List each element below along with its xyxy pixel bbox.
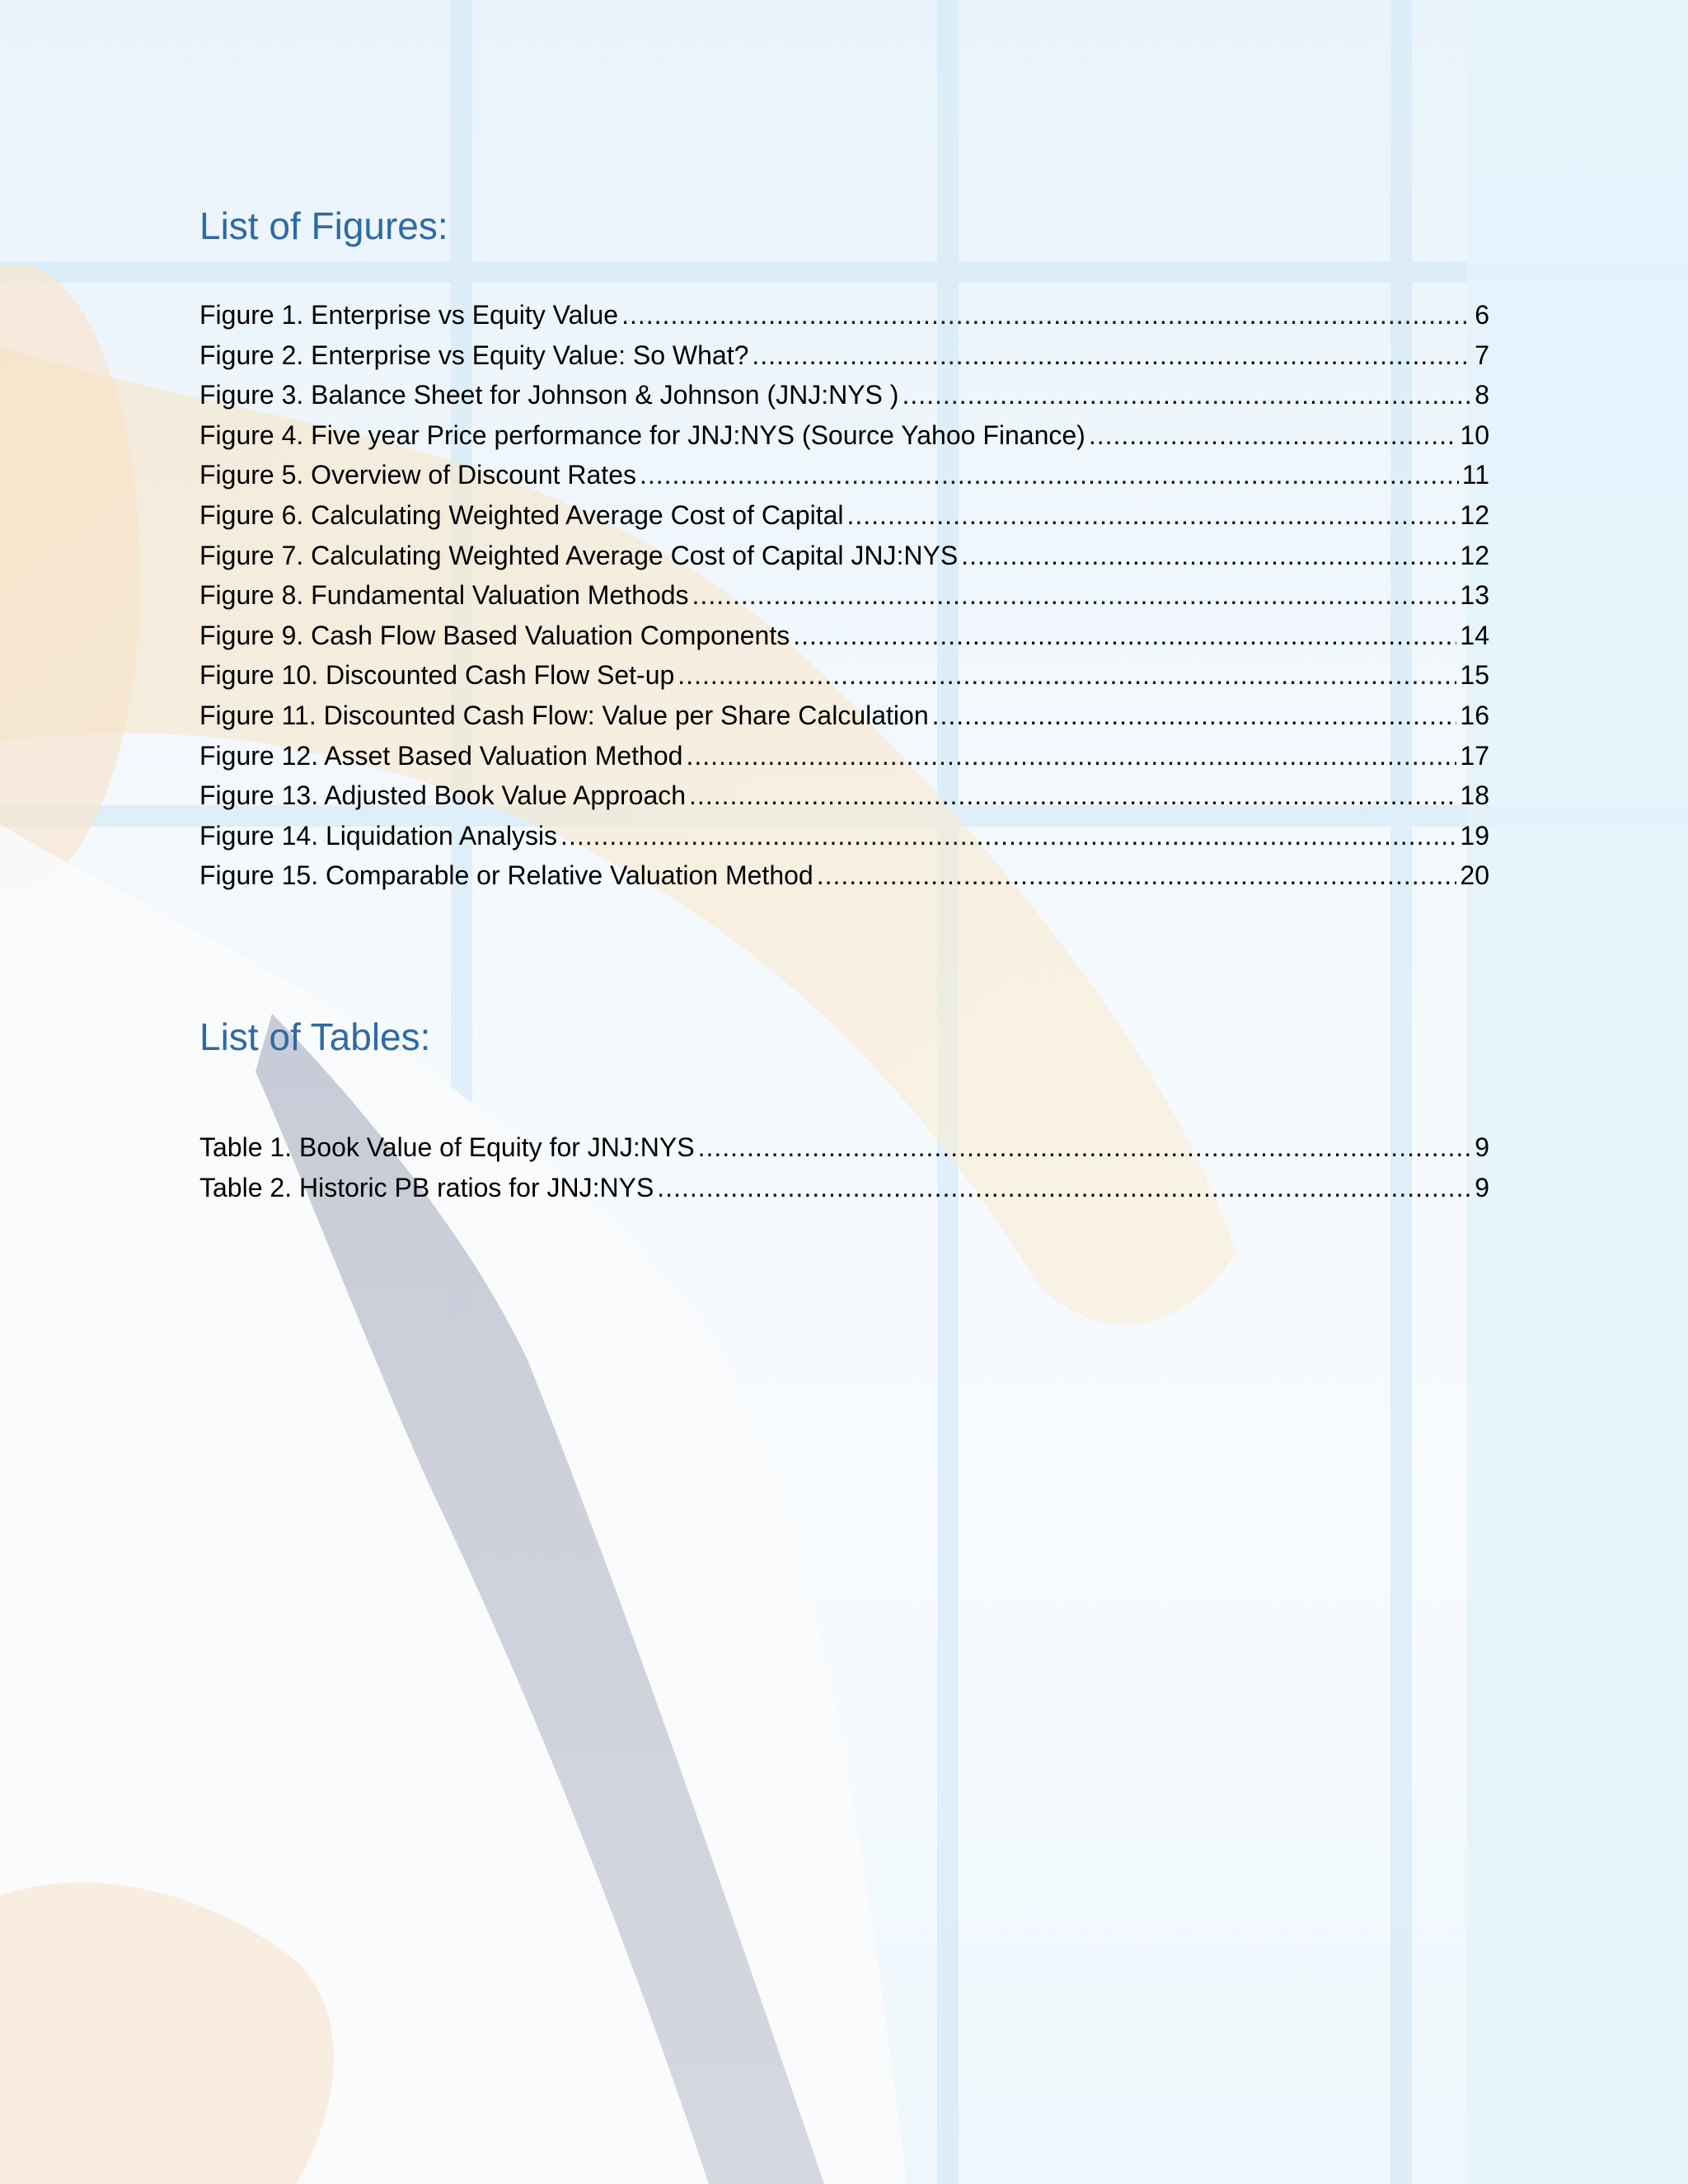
dot-leader: [692, 575, 1457, 616]
entry-title: Figure 7. Calculating Weighted Average Cost of Capital JNJ:NYS: [199, 540, 959, 570]
entry-title: Figure 14. Liquidation Analysis: [199, 820, 558, 851]
figure-entry-8[interactable]: [199, 575, 1489, 616]
figure-entry-3[interactable]: [199, 375, 1489, 415]
dot-leader: [689, 776, 1456, 816]
entry-page-number: 12: [1460, 499, 1489, 530]
entry-title: Figure 13. Adjusted Book Value Approach: [199, 780, 687, 811]
figure-entry-14[interactable]: [199, 816, 1489, 856]
dot-leader: [640, 455, 1459, 495]
entry-title: Figure 4. Five year Price performance for JNJ:NYS (Source Yahoo Finance): [199, 419, 1085, 450]
dot-leader: [1089, 415, 1457, 456]
entry-title: Table 1. Book Value of Equity for JNJ:NYS: [199, 1132, 695, 1162]
entry-title: Figure 5. Overview of Discount Rates: [199, 460, 636, 490]
entry-title: Figure 12. Asset Based Valuation Method: [199, 740, 683, 771]
entry-page-number: 10: [1460, 419, 1489, 450]
entry-title: Figure 15. Comparable or Relative Valuation Method: [199, 860, 814, 891]
figure-entry-12[interactable]: [199, 736, 1489, 776]
dot-leader: [678, 655, 1456, 696]
dot-leader: [817, 855, 1457, 896]
list-of-tables-heading: List of Tables:: [199, 1015, 431, 1058]
dot-leader: [793, 616, 1456, 656]
figure-entry-10[interactable]: [199, 655, 1489, 696]
table-entry-1[interactable]: [199, 1127, 1489, 1168]
entry-title: Figure 8. Fundamental Valuation Methods: [199, 580, 689, 611]
figure-entry-2[interactable]: [199, 335, 1489, 376]
entry-title: Figure 9. Cash Flow Based Valuation Components: [199, 620, 790, 650]
entry-title: Figure 11. Discounted Cash Flow: Value per Share Calculation: [199, 700, 929, 730]
dot-leader: [560, 816, 1456, 856]
entry-page-number: 18: [1460, 780, 1489, 811]
entry-page-number: 13: [1460, 580, 1489, 611]
figure-entry-7[interactable]: [199, 536, 1489, 576]
entry-page-number: 12: [1460, 540, 1489, 570]
figure-entry-11[interactable]: [199, 696, 1489, 736]
figure-entry-5[interactable]: [199, 455, 1489, 495]
figure-entry-6[interactable]: [199, 495, 1489, 536]
dot-leader: [686, 736, 1456, 776]
figures-list: [199, 295, 1489, 896]
list-of-figures-heading: List of Figures:: [199, 204, 448, 247]
entry-title: Figure 10. Discounted Cash Flow Set-up: [199, 660, 675, 691]
dot-leader: [752, 335, 1471, 376]
entry-page-number: 9: [1475, 1172, 1489, 1202]
entry-page-number: 8: [1475, 380, 1489, 410]
tables-list: [199, 1127, 1489, 1207]
entry-title: Figure 6. Calculating Weighted Average Cost of Capital: [199, 499, 844, 530]
entry-page-number: 19: [1460, 820, 1489, 851]
dot-leader: [902, 375, 1471, 415]
table-entry-2[interactable]: [199, 1168, 1489, 1208]
figure-entry-1[interactable]: [199, 295, 1489, 335]
entry-title: Figure 3. Balance Sheet for Johnson & Johnson (JNJ:NYS ): [199, 380, 899, 410]
figure-entry-4[interactable]: [199, 415, 1489, 456]
entry-page-number: 6: [1475, 300, 1489, 330]
dot-leader: [657, 1168, 1471, 1208]
figure-entry-13[interactable]: [199, 776, 1489, 816]
entry-page-number: 17: [1460, 740, 1489, 771]
entry-title: Figure 2. Enterprise vs Equity Value: So What?: [199, 340, 749, 370]
entry-title: Table 2. Historic PB ratios for JNJ:NYS: [199, 1172, 654, 1202]
entry-page-number: 7: [1475, 340, 1489, 370]
entry-page-number: 14: [1460, 620, 1489, 650]
entry-page-number: 11: [1461, 460, 1489, 490]
dot-leader: [932, 696, 1457, 736]
figure-entry-9[interactable]: [199, 616, 1489, 656]
entry-page-number: 20: [1460, 860, 1489, 891]
entry-page-number: 16: [1460, 700, 1489, 730]
dot-leader: [698, 1127, 1472, 1168]
dot-leader: [961, 536, 1456, 576]
entry-page-number: 9: [1475, 1132, 1489, 1162]
entry-page-number: 15: [1460, 660, 1489, 691]
figure-entry-15[interactable]: [199, 855, 1489, 896]
dot-leader: [846, 495, 1456, 536]
entry-title: Figure 1. Enterprise vs Equity Value: [199, 300, 619, 330]
dot-leader: [621, 295, 1471, 335]
